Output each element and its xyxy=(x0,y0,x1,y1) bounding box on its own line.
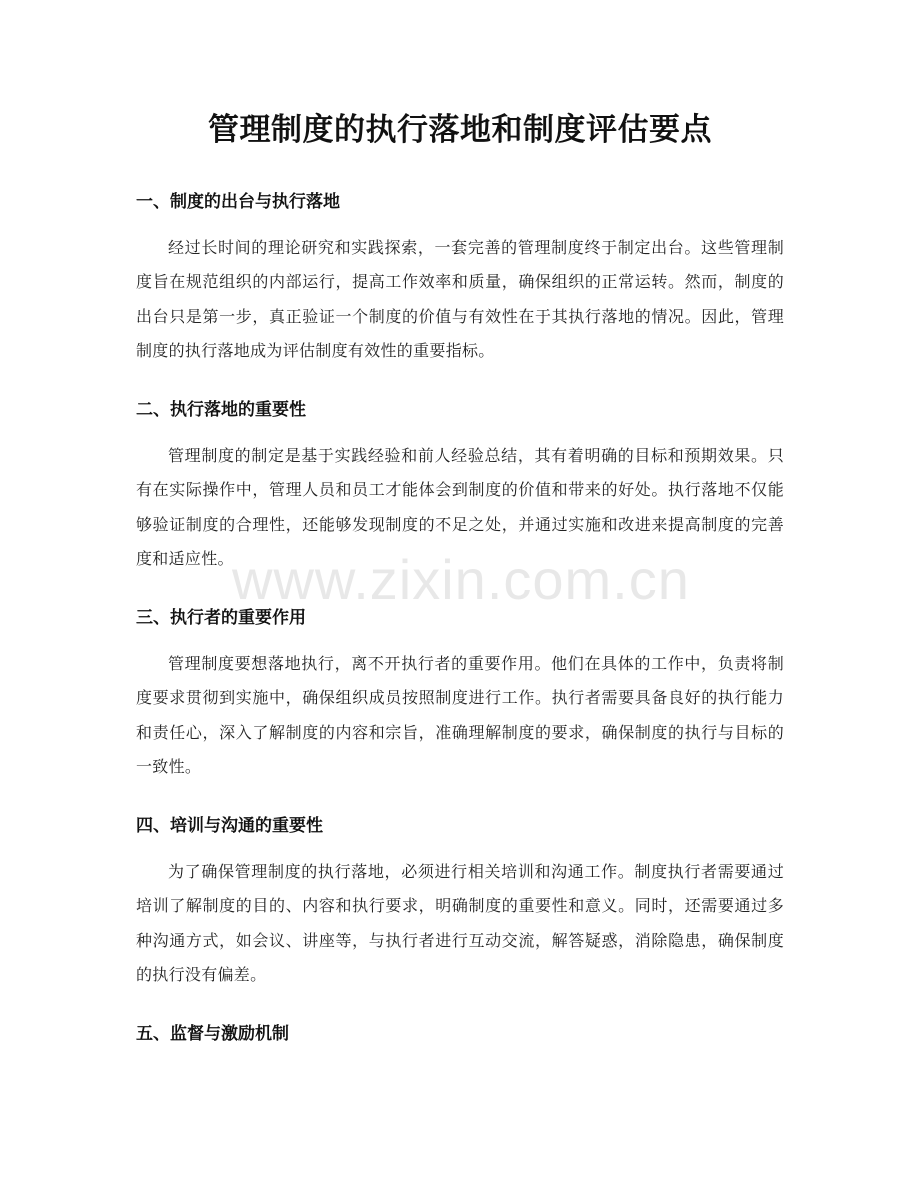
watermark: www.zixin.com.cn xyxy=(232,548,690,611)
section-heading-4: 四、培训与沟通的重要性 xyxy=(136,816,323,836)
section-paragraph-2: 管理制度的制定是基于实践经验和前人经验总结，其有着明确的目标和预期效果。只有在实际操作中，管理人员和员工才能体会到制度的价值和带来的好处。执行落地不仅能够验证制度的合理性，还能够发现制度的不足之处，并通过实施和改进来提高制度的完善度和适应性。 xyxy=(136,446,784,568)
section-paragraph-3: 管理制度要想落地执行，离不开执行者的重要作用。他们在具体的工作中，负责将制度要求贯彻到实施中，确保组织成员按照制度进行工作。执行者需要具备良好的执行能力和责任心，深入了解制度的内容和宗旨，准确理解制度的要求，确保制度的执行与目标的一致性。 xyxy=(136,654,784,776)
section-paragraph-1: 经过长时间的理论研究和实践探索，一套完善的管理制度终于制定出台。这些管理制度旨在规范组织的内部运行，提高工作效率和质量，确保组织的正常运转。然而，制度的出台只是第一步，真正验证一个制度的价值与有效性在于其执行落地的情况。因此，管理制度的执行落地成为评估制度有效性的重要指标。 xyxy=(136,238,784,360)
section-paragraph-4: 为了确保管理制度的执行落地，必须进行相关培训和沟通工作。制度执行者需要通过培训了解制度的目的、内容和执行要求，明确制度的重要性和意义。同时，还需要通过多种沟通方式，如会议、讲座等，与执行者进行互动交流，解答疑惑，消除隐患，确保制度的执行没有偏差。 xyxy=(136,862,784,984)
section-heading-5: 五、监督与激励机制 xyxy=(136,1024,289,1044)
section-heading-2: 二、执行落地的重要性 xyxy=(136,400,306,420)
section-heading-1: 一、制度的出台与执行落地 xyxy=(136,192,340,212)
section-heading-3: 三、执行者的重要作用 xyxy=(136,608,306,628)
document-title: 管理制度的执行落地和制度评估要点 xyxy=(208,112,712,148)
